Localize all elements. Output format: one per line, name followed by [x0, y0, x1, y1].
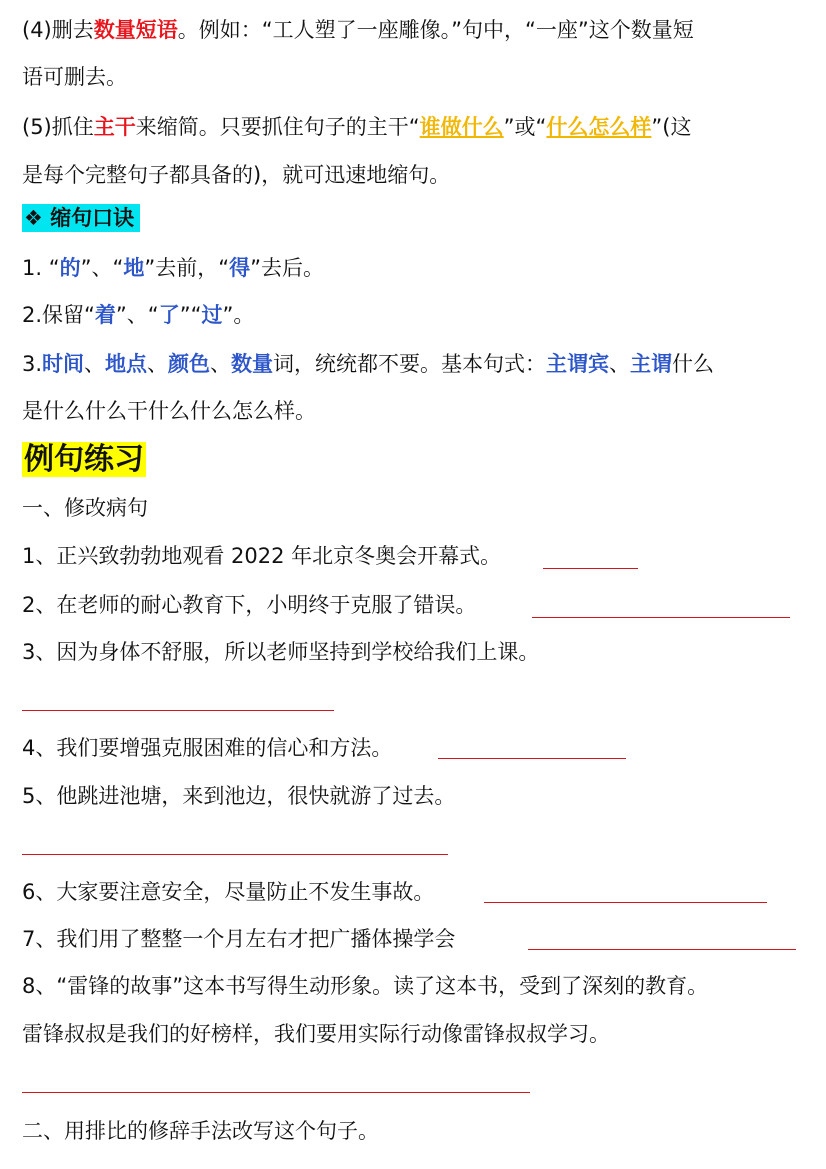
question-3: 3、因为身体不舒服，所以老师坚持到学校给我们上课。: [22, 640, 540, 664]
rule5-text2: ”或“: [503, 115, 547, 139]
koujue-l3-num: 3.: [22, 352, 43, 376]
koujue-line-2: [22, 300, 254, 330]
koujue-l1-de2: 地: [123, 256, 145, 280]
koujue-l1-de3: 得: [229, 256, 251, 280]
question-8: 8、“雷锋的故事”这本书写得生动形象。读了这本书，受到了深刻的教育。: [22, 974, 709, 998]
koujue-l3-color: 颜色: [168, 352, 211, 376]
rule5-cont: 是每个完整句子都具备的)，就可迅速地缩句。: [22, 163, 451, 187]
question-1: 1、正兴致勃勃地观看 2022 年北京冬奥会开幕式。: [22, 544, 502, 568]
koujue-l3-place: 地点: [105, 352, 148, 376]
rule4-line: [22, 15, 694, 45]
koujue-l3-sep3: 、: [210, 352, 232, 376]
rule5-line: [22, 112, 691, 142]
koujue-line-1: [22, 253, 324, 283]
question-8-cont: 雷锋叔叔是我们的好榜样，我们要用实际行动像雷锋叔叔学习。: [22, 1022, 610, 1046]
koujue-heading-text: 缩句口诀: [50, 206, 135, 230]
answer-line-6[interactable]: [484, 902, 767, 903]
koujue-l3-time: 时间: [42, 352, 85, 376]
koujue-l1-num: 1. “: [22, 256, 60, 280]
answer-line-1[interactable]: [543, 568, 638, 569]
rule5-text3: ”(这: [651, 115, 692, 139]
koujue-l1-sep2: ”去前，“: [144, 256, 230, 280]
koujue-l2-sep3: ”。: [222, 303, 255, 327]
koujue-l2-guo: 过: [201, 303, 223, 327]
answer-line-3[interactable]: [22, 710, 334, 711]
koujue-l2-zhe: 着: [94, 303, 116, 327]
koujue-line-3-cont: 是什么什么干什么什么怎么样。: [22, 399, 316, 423]
koujue-l3-svo: 主谓宾: [546, 352, 610, 376]
rule5-prefix: (5)抓住: [22, 115, 94, 139]
koujue-line-3: [22, 349, 714, 379]
answer-line-2[interactable]: [532, 617, 790, 618]
practice-heading: [22, 440, 146, 482]
rule5-term: 主干: [93, 115, 136, 139]
question-4: 4、我们要增强克服困难的信心和方法。: [22, 736, 393, 760]
koujue-heading-highlight: [22, 204, 140, 232]
rule4-cont: 语可删去。: [22, 65, 127, 89]
answer-line-4[interactable]: [438, 758, 626, 759]
diamond-bullet-icon: ❖: [24, 206, 43, 230]
koujue-l1-sep3: ”去后。: [250, 256, 325, 280]
question-2: 2、在老师的耐心教育下，小明终于克服了错误。: [22, 593, 477, 617]
answer-line-5[interactable]: [22, 854, 448, 855]
answer-line-7[interactable]: [528, 949, 796, 950]
practice-heading-text: 例句练习: [24, 442, 144, 477]
section1-title: 一、修改病句: [22, 496, 148, 520]
koujue-l3-sep2: 、: [147, 352, 169, 376]
rule5-text1: 来缩简。只要抓住句子的主干“: [135, 115, 420, 139]
koujue-l2-le: 了: [158, 303, 180, 327]
koujue-l3-text: 词，统统都不要。基本句式：: [273, 352, 547, 376]
koujue-l2-num: 2.保留“: [22, 303, 95, 327]
section2-title: 二、用排比的修辞手法改写这个句子。: [22, 1119, 379, 1143]
koujue-l3-tail: 什么: [672, 352, 715, 376]
rule4-term: 数量短语: [93, 18, 178, 42]
koujue-l3-sv: 主谓: [630, 352, 673, 376]
question-7: 7、我们用了整整一个月左右才把广播体操学会: [22, 927, 456, 951]
rule4-text: 。例如：“工人塑了一座雕像。”句中，“一座”这个数量短: [177, 18, 694, 42]
koujue-l3-sep1: 、: [84, 352, 106, 376]
koujue-heading: [22, 203, 140, 233]
koujue-l1-sep1: ”、“: [80, 256, 124, 280]
question-6: 6、大家要注意安全，尽量防止不发生事故。: [22, 880, 435, 904]
answer-line-8[interactable]: [22, 1092, 530, 1093]
koujue-l2-sep1: ”、“: [115, 303, 159, 327]
question-5: 5、他跳进池塘，来到池边，很快就游了过去。: [22, 784, 456, 808]
koujue-l3-quantity: 数量: [231, 352, 274, 376]
koujue-l1-de1: 的: [59, 256, 81, 280]
rule4-prefix: (4)删去: [22, 18, 94, 42]
koujue-l2-sep2: ”“: [179, 303, 202, 327]
rule5-term-who-does-what: 谁做什么: [419, 115, 504, 139]
rule5-term-what-how: 什么怎么样: [546, 115, 652, 139]
koujue-l3-sep5: 、: [609, 352, 631, 376]
